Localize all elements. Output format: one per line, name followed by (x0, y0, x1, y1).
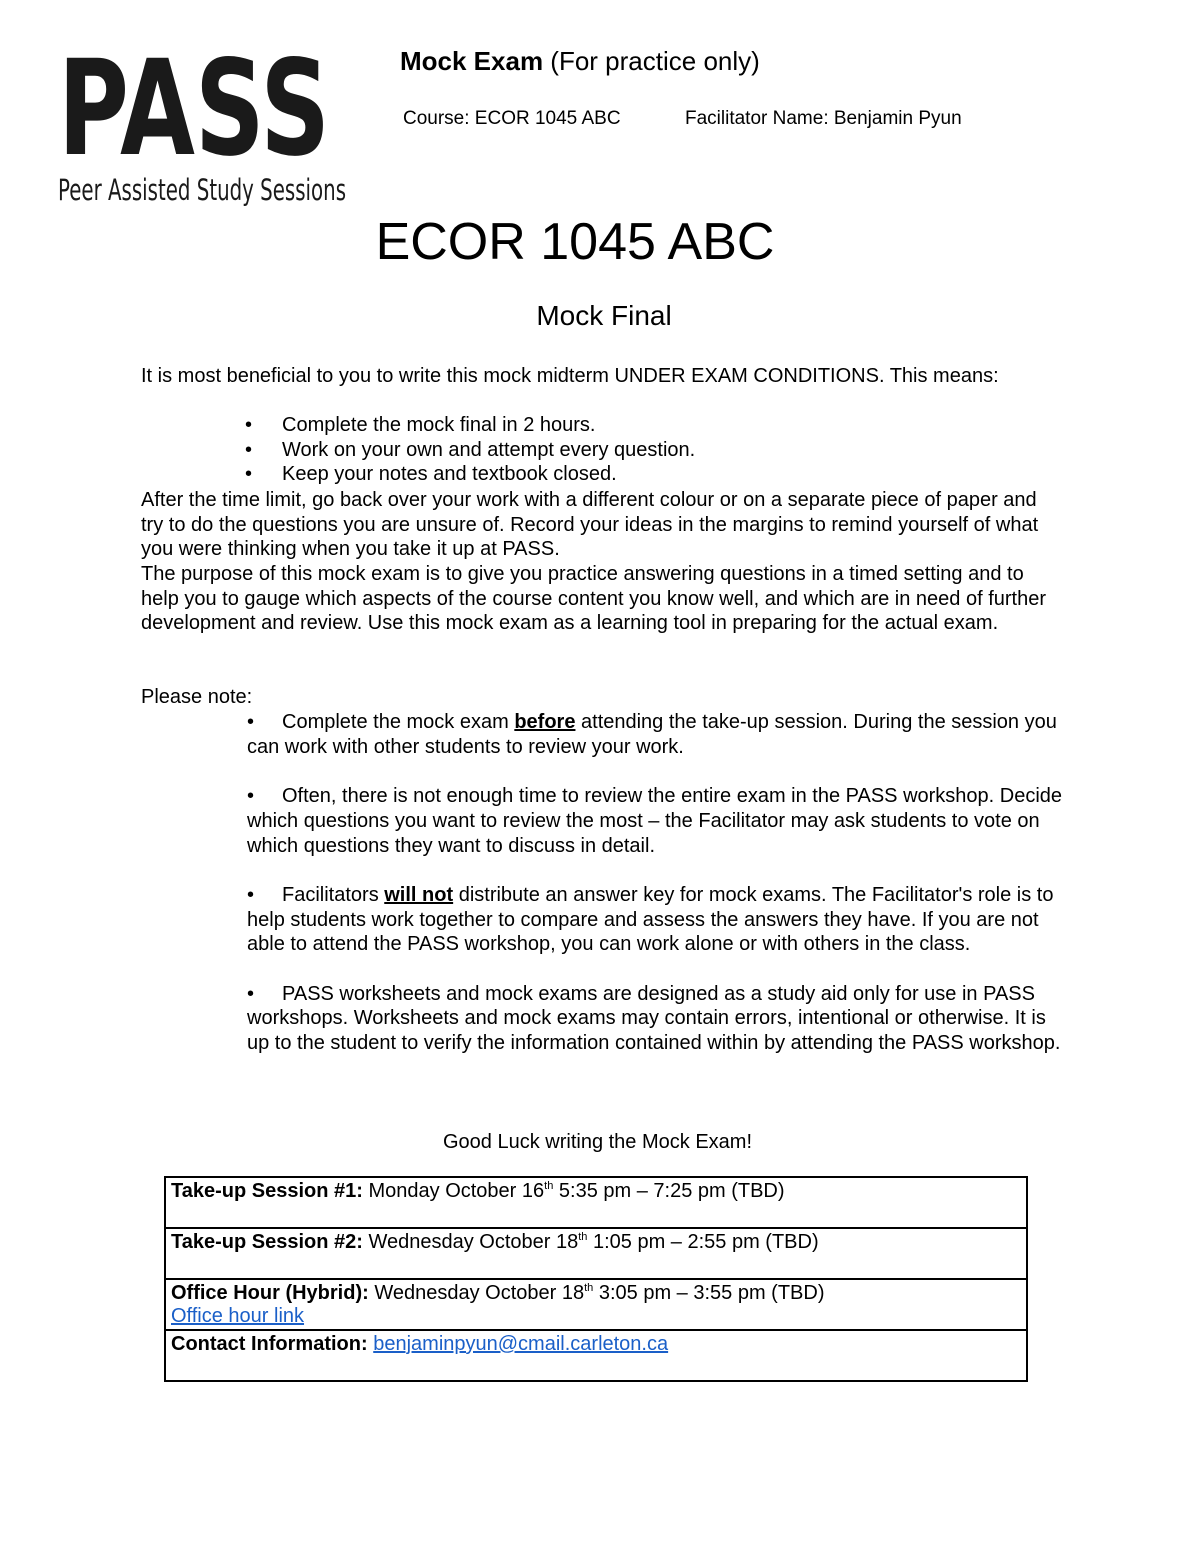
bullet-icon: • (245, 414, 253, 436)
notes-heading: Please note: (141, 686, 253, 708)
closing-text: Good Luck writing the Mock Exam! (442, 1131, 752, 1153)
header-title-bold: Mock Exam (400, 46, 544, 76)
table-row (165, 1177, 1027, 1228)
bullet-icon: • (247, 883, 255, 906)
list-item: • Work on your own and attempt every question. (245, 438, 696, 461)
list-item: • Complete the mock final in 2 hours. (245, 414, 596, 436)
course-label: Course: ECOR 1045 ABC (403, 108, 621, 129)
office-hour-label: Office Hour (Hybrid): (171, 1282, 369, 1304)
notes-list (247, 710, 1067, 1080)
emphasis-before: before (514, 711, 576, 733)
bullet-icon: • (247, 785, 255, 808)
office-hour-link[interactable]: Office hour link (171, 1305, 305, 1327)
bullet-icon: • (247, 982, 255, 1005)
logo-tagline: Peer Assisted Study Sessions (58, 173, 346, 207)
contact-label: Contact Information: (171, 1333, 368, 1355)
header-title-rest: (For practice only) (543, 46, 760, 76)
header-meta (403, 108, 962, 130)
session-1-label: Take-up Session #1: (171, 1180, 363, 1202)
document-title: ECOR 1045 ABC (375, 213, 775, 271)
after-time-paragraph: After the time limit, go back over your work with a different colour or on a separate piece of paper and try to do the questions you are unsure of. Record your ideas in the margins to remind yourself of what you were thinking when you take it up at PASS. (141, 489, 1039, 561)
list-item: • Often, there is not enough time to review the entire exam in the PASS workshop. Decide which questions you want to review the most – the Facilitator may ask students to vote on which questions they want to discuss in detail. (247, 785, 1063, 857)
header-title (400, 46, 760, 77)
session-2-cell: Take-up Session #2: Wednesday October 18th 1:05 pm – 2:55 pm (TBD) (165, 1228, 1027, 1279)
exam-conditions-list (245, 413, 1065, 487)
session-2-label: Take-up Session #2: (171, 1231, 363, 1253)
emphasis-will-not: will not (384, 883, 454, 906)
sessions-table (164, 1176, 1028, 1382)
list-item: • Complete the mock exam before attending the take-up session. During the session you can work with other students to review your work. (247, 711, 1057, 758)
logo-main-text: PASS (58, 34, 330, 186)
table-row (165, 1228, 1027, 1279)
facilitator-label: Facilitator Name: Benjamin Pyun (685, 108, 962, 129)
purpose-paragraph: The purpose of this mock exam is to give you practice answering questions in a timed setting and to help you to gauge which aspects of the course content you know well, and which are in need of further development and review. Use this mock exam as a learning tool in preparing for the actual exam. (141, 563, 1046, 635)
list-item: • Keep your notes and textbook closed. (245, 463, 617, 486)
office-hour-cell: Office Hour (Hybrid): Wednesday October 18th 3:05 pm – 3:55 pm (TBD) Office hour link (165, 1279, 1027, 1330)
list-item: • PASS worksheets and mock exams are designed as a study aid only for use in PASS workshops. Worksheets and mock exams may contain errors, intentional or otherwise. It is up to the student to verify the information contained within by attending the PASS workshop. (247, 982, 1061, 1055)
intro-paragraph: It is most beneficial to you to write this mock midterm UNDER EXAM CONDITIONS. This means: (141, 365, 999, 387)
table-row (165, 1330, 1027, 1381)
contact-email-link[interactable]: benjaminpyun@cmail.carleton.ca (373, 1333, 669, 1355)
document-subtitle: Mock Final (536, 300, 672, 331)
contact-cell (165, 1330, 1027, 1381)
bullet-icon: • (247, 711, 255, 733)
pass-logo (56, 34, 356, 210)
list-item: • Facilitators will not distribute an answer key for mock exams. The Facilitator's role is to help students work together to compare and assess the answers they have. If you are not able to attend the PASS workshop, you can work alone or with others in the class. (247, 883, 1054, 956)
table-row (165, 1279, 1027, 1330)
bullet-icon: • (245, 438, 253, 461)
bullet-icon: • (245, 463, 253, 486)
session-1-cell: Take-up Session #1: Monday October 16th 5:35 pm – 7:25 pm (TBD) (165, 1177, 1027, 1228)
